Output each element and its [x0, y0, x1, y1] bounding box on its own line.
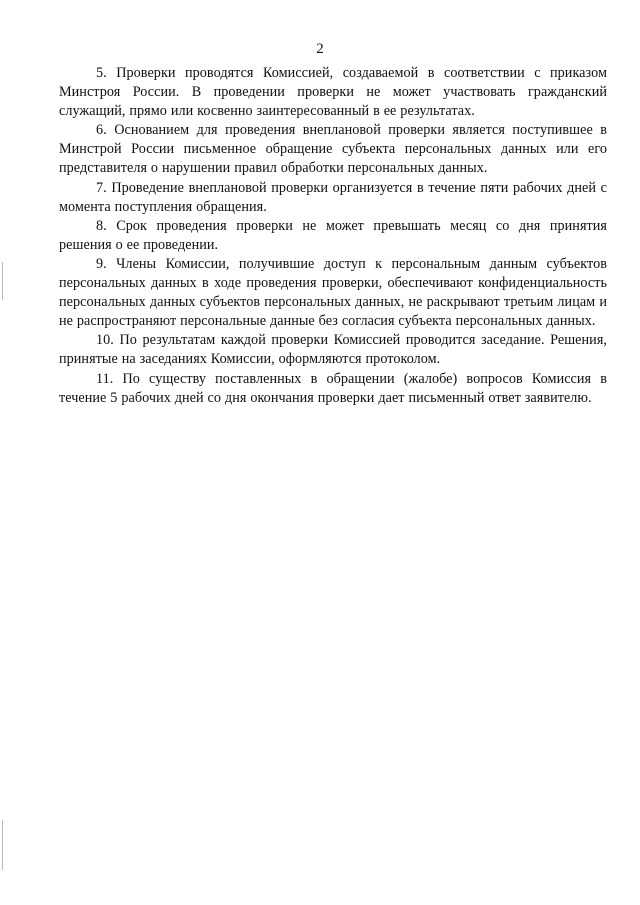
document-body: [59, 64, 607, 408]
paragraph-7: 7. Проведение внеплановой проверки организуется в течение пяти рабочих дней с момента поступления обращения.: [59, 179, 607, 215]
paragraph-6: 6. Основанием для проведения внеплановой проверки является поступившее в Минстрой России письменное обращение субъекта персональных данных или его представителя о нарушении правил обработки персональных данных.: [59, 122, 607, 177]
scan-edge-mark: [2, 820, 3, 870]
paragraph-9: 9. Члены Комиссии, получившие доступ к персональным данным субъектов персональных данных в ходе проведения проверки, обеспечивают конфиденциальность персональных данных субъектов персональных данных, не раскрывают третьим лицам и не распространяют персональные данные без согласия субъекта персональных данных.: [59, 255, 607, 330]
paragraph-8: 8. Срок проведения проверки не может превышать месяц со дня принятия решения о ее проведении.: [59, 217, 607, 253]
paragraph-11: 11. По существу поставленных в обращении (жалобе) вопросов Комиссия в течение 5 рабочих дней со дня окончания проверки дает письменный ответ заявителю.: [59, 370, 607, 406]
page-number: 2: [316, 41, 324, 57]
paragraph-5: 5. Проверки проводятся Комиссией, создаваемой в соответствии с приказом Минстроя России. В проведении проверки не может участвовать гражданский служащий, прямо или косвенно заинтересованный в ее результатах.: [59, 65, 607, 120]
scan-edge-mark: [2, 262, 3, 300]
paragraph-10: 10. По результатам каждой проверки Комиссией проводится заседание. Решения, принятые на заседаниях Комиссии, оформляются протоколом.: [59, 332, 607, 368]
